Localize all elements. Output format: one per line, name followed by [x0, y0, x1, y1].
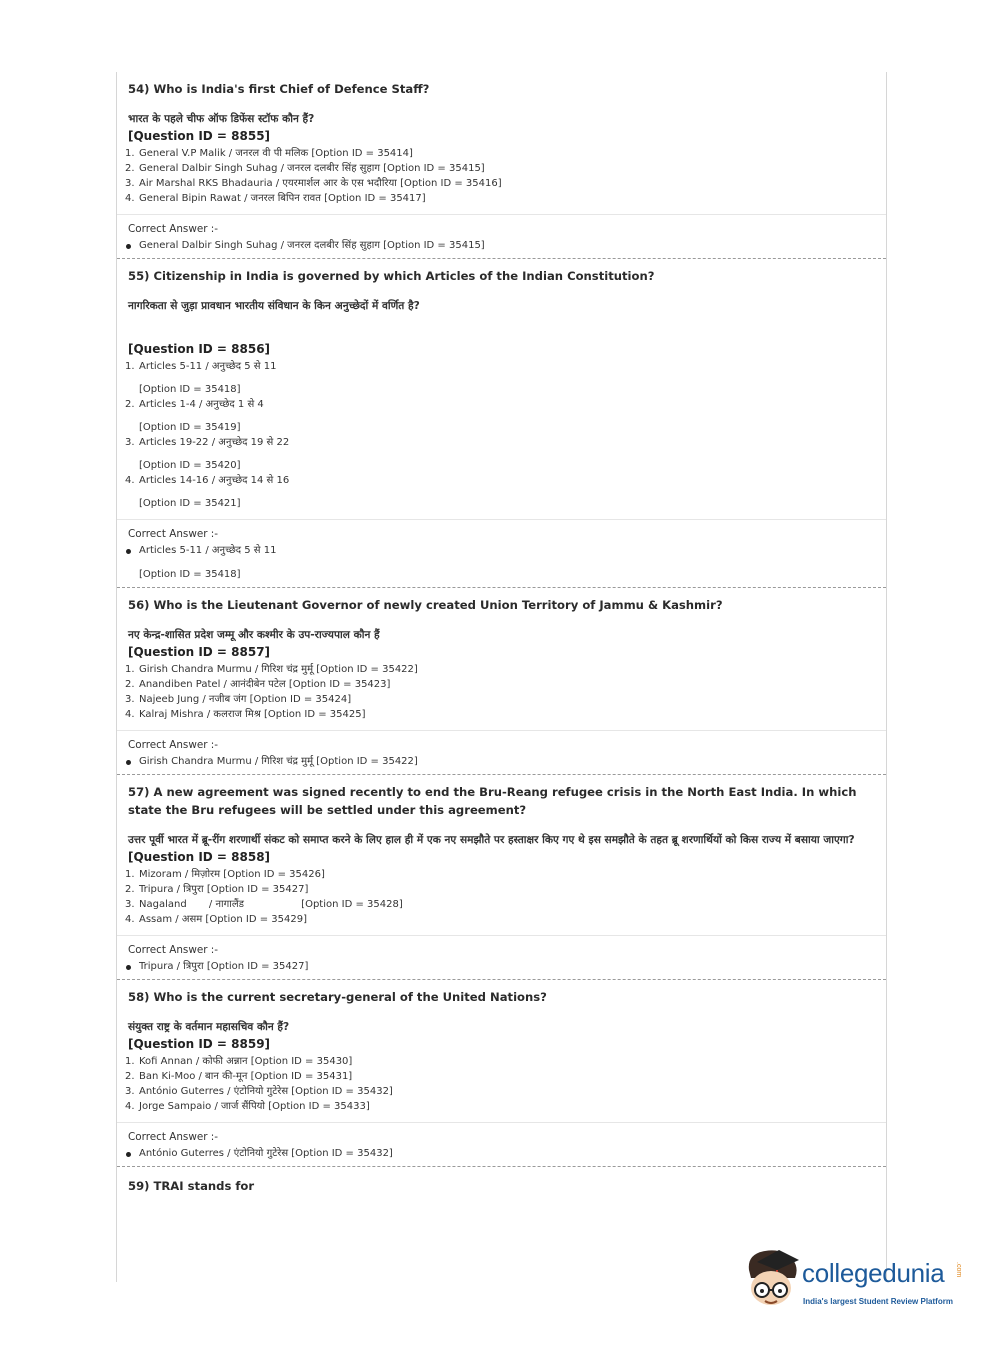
question-title: 57) A new agreement was signed recently to end the Bru-Reang refugee crisis in the North East India. In which state the Bru refugees will be settled under this agreement?: [128, 785, 857, 817]
option-item: 3. António Guterres / एंटोनियो गुटेरेस [Option ID = 35432]: [125, 1086, 393, 1097]
option-item: 3. Articles 19-22 / अनुच्छेद 19 से 22 [Option ID = 35420]: [125, 437, 290, 471]
correct-answer: Correct Answer :- General Dalbir Singh Suhag / जनरल दलबीर सिंह सुहाग [Option ID = 35415]: [117, 214, 886, 258]
bullet-icon: [126, 1152, 131, 1157]
question-id: [Question ID = 8859]: [128, 1037, 271, 1051]
question-title: 54) Who is India's first Chief of Defence Staff?: [128, 82, 430, 96]
options-list: [125, 359, 886, 511]
question-57: [117, 775, 886, 980]
option-item: 4. Articles 14-16 / अनुच्छेद 14 से 16 [Option ID = 35421]: [125, 475, 290, 509]
option-item: 2. Ban Ki-Moo / बान की-मून [Option ID = 35431]: [125, 1071, 353, 1082]
option-item: 3. Najeeb Jung / नजीब जंग [Option ID = 35424]: [125, 694, 352, 705]
bullet-icon: [126, 760, 131, 765]
question-title: 55) Citizenship in India is governed by which Articles of the Indian Constitution?: [128, 269, 655, 283]
question-hindi: संयुक्त राष्ट्र के वर्तमान महासचिव कौन हैं?: [128, 1021, 290, 1033]
option-item: 4. Jorge Sampaio / जार्ज सैंपियो [Option ID = 35433]: [125, 1101, 370, 1112]
bullet-icon: [126, 965, 131, 970]
option-item: 4. Assam / असम [Option ID = 35429]: [125, 914, 307, 925]
logo-tagline: India's largest Student Review Platform: [803, 1297, 953, 1306]
question-id: [Question ID = 8856]: [128, 342, 271, 356]
bullet-icon: [126, 549, 131, 554]
options-list: [125, 662, 886, 722]
correct-answer: Correct Answer :- Tripura / त्रिपुरा [Option ID = 35427]: [117, 935, 886, 979]
option-item: 1. Articles 5-11 / अनुच्छेद 5 से 11 [Option ID = 35418]: [125, 361, 277, 395]
options-list: [125, 146, 886, 206]
bullet-icon: [126, 244, 131, 249]
option-item: 1. Kofi Annan / कोफी अन्नान [Option ID = 35430]: [125, 1056, 353, 1067]
mascot-icon: [743, 1248, 801, 1310]
question-56: [117, 588, 886, 775]
question-54: [117, 72, 886, 259]
correct-answer: Correct Answer :- Articles 5-11 / अनुच्छेद 5 से 11 [Option ID = 35418]: [117, 519, 886, 587]
option-item: 2. Articles 1-4 / अनुच्छेद 1 से 4 [Option ID = 35419]: [125, 399, 264, 433]
options-list: [125, 1054, 886, 1114]
question-id: [Question ID = 8857]: [128, 645, 271, 659]
option-item: 1. Mizoram / मिज़ोरम [Option ID = 35426]: [125, 869, 325, 880]
collegedunia-logo: [743, 1248, 968, 1310]
options-list: [125, 867, 886, 927]
correct-answer: Correct Answer :- António Guterres / एंटोनियो गुटेरेस [Option ID = 35432]: [117, 1122, 886, 1166]
question-title: 58) Who is the current secretary-general of the United Nations?: [128, 990, 547, 1004]
option-item: 2. Tripura / त्रिपुरा [Option ID = 35427]: [125, 884, 309, 895]
question-id: [Question ID = 8858]: [128, 850, 271, 864]
question-59: [117, 1167, 886, 1195]
option-item: 2. Anandiben Patel / आनंदीबेन पटेल [Option ID = 35423]: [125, 679, 391, 690]
correct-answer: Correct Answer :- Girish Chandra Murmu / गिरिश चंद्र मुर्मू [Option ID = 35422]: [117, 730, 886, 774]
question-58: [117, 980, 886, 1167]
question-55: [117, 259, 886, 588]
option-item: 3. Air Marshal RKS Bhadauria / एयरमार्शल आर के एस भदौरिया [Option ID = 35416]: [125, 178, 502, 189]
option-item: 1. Girish Chandra Murmu / गिरिश चंद्र मुर्मू [Option ID = 35422]: [125, 664, 418, 675]
question-hindi: नागरिकता से जुड़ा प्रावधान भारतीय संविधान के किन अनुच्छेदों में वर्णित है?: [128, 300, 420, 312]
question-paper: [116, 72, 887, 1282]
option-item: 2. General Dalbir Singh Suhag / जनरल दलबीर सिंह सुहाग [Option ID = 35415]: [125, 163, 485, 174]
logo-wordmark: collegedunia: [802, 1258, 945, 1288]
question-hindi: भारत के पहले चीफ ऑफ डिफेंस स्टॉफ कौन हैं?: [128, 113, 315, 125]
option-item: 4. Kalraj Mishra / कलराज मिश्र [Option ID = 35425]: [125, 709, 366, 720]
question-hindi: उत्तर पूर्वी भारत में ब्रू-रींग शरणार्थी संकट को समाप्त करने के लिए हाल ही में एक नए समझौते पर हस्ताक्षर किए गए थे इस समझौते के तहत ब्रू शरणार्थियों को किस राज्य में बसाया जाएगा?: [128, 834, 855, 846]
option-item: 1. General V.P Malik / जनरल वी पी मलिक [Option ID = 35414]: [125, 148, 413, 159]
option-item: 3. Nagaland / नागालैंड [Option ID = 35428]: [125, 899, 403, 910]
question-id: [Question ID = 8855]: [128, 129, 271, 143]
option-item: 4. General Bipin Rawat / जनरल बिपिन रावत [Option ID = 35417]: [125, 193, 426, 204]
question-hindi: नए केन्द्र-शासित प्रदेश जम्मू और कश्मीर के उप-राज्यपाल कौन हैं: [128, 629, 380, 641]
question-title: 56) Who is the Lieutenant Governor of newly created Union Territory of Jammu & Kashmir?: [128, 598, 723, 612]
question-title: 59) TRAI stands for: [128, 1179, 255, 1193]
logo-suffix: .com: [955, 1262, 962, 1278]
